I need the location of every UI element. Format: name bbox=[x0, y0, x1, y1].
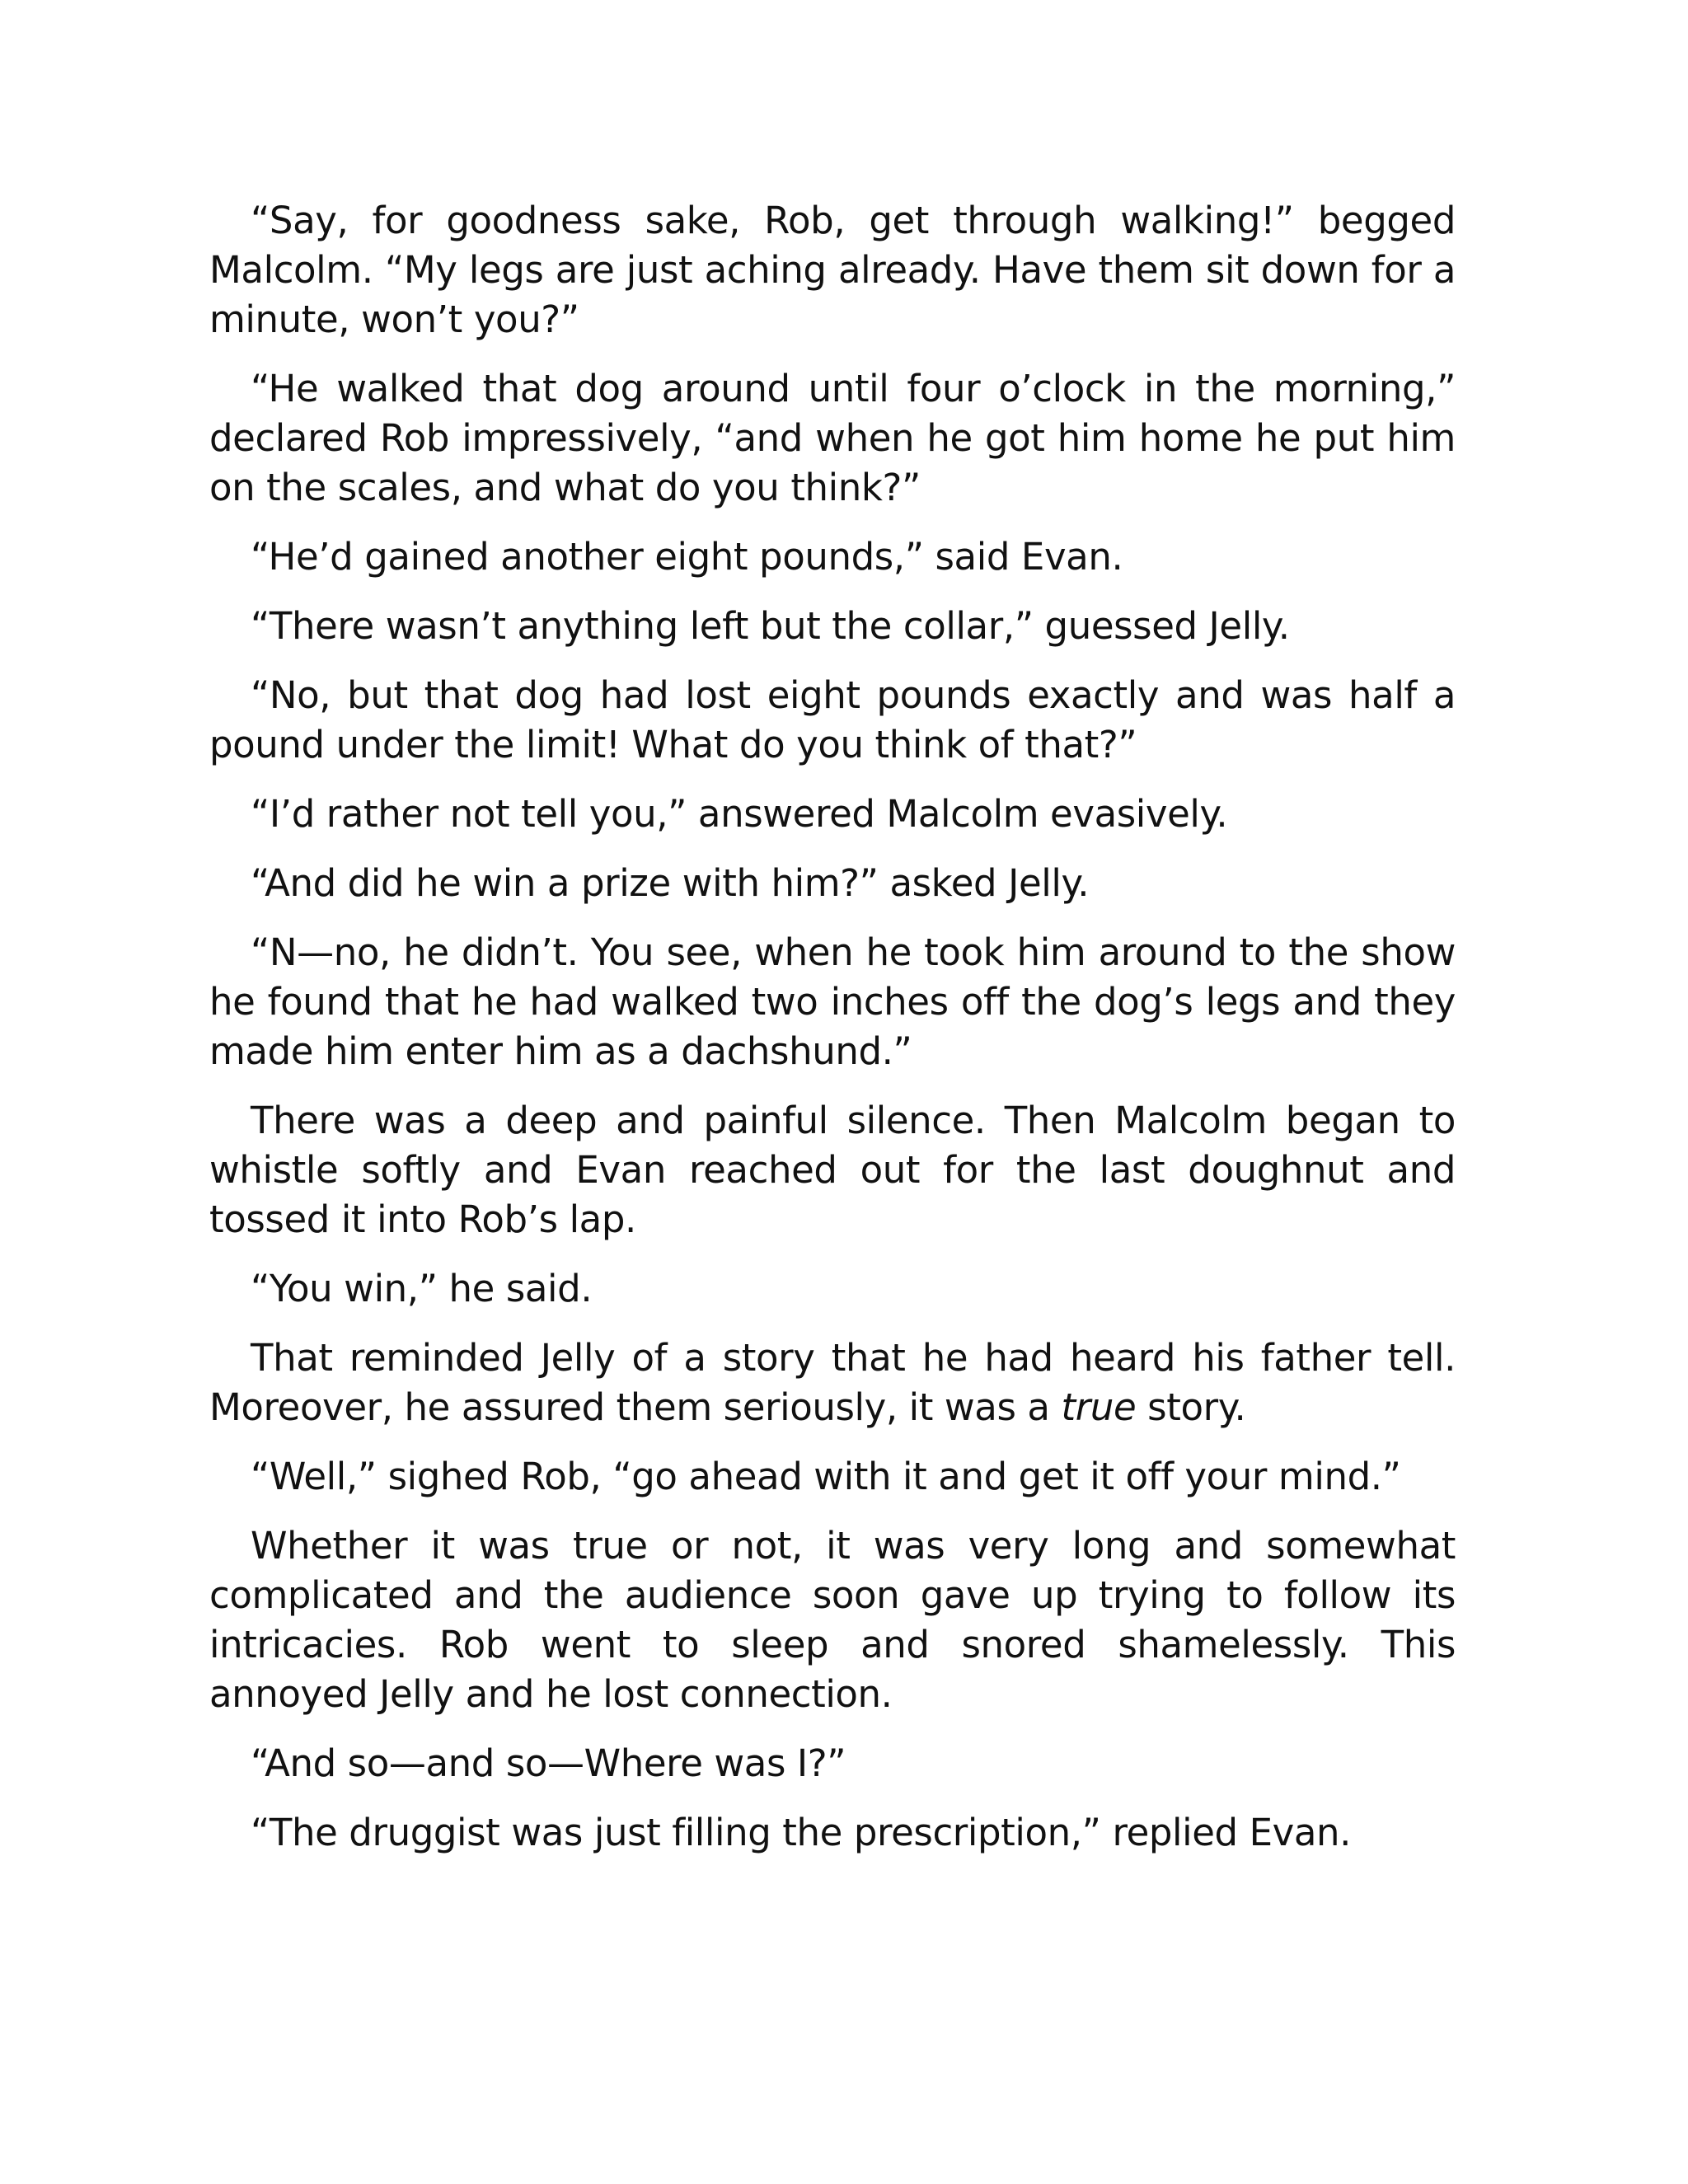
paragraph-text-after: story. bbox=[1136, 1385, 1246, 1429]
paragraph: “There wasn’t anything left but the collar,” guessed Jelly. bbox=[251, 604, 1290, 648]
paragraph: “He’d gained another eight pounds,” said Evan. bbox=[251, 535, 1123, 579]
paragraph: “N—no, he didn’t. You see, when he took him around to the show he found that he had walked two inches off the dog’s legs and they made him enter him as a dachshund.” bbox=[209, 930, 1456, 1073]
paragraph: “I’d rather not tell you,” answered Malcolm evasively. bbox=[251, 792, 1228, 836]
paragraph: “No, but that dog had lost eight pounds exactly and was half a pound under the limit! What do you think of that?” bbox=[209, 673, 1456, 766]
paragraph: “Well,” sighed Rob, “go ahead with it and get it off your mind.” bbox=[251, 1455, 1401, 1498]
paragraph: There was a deep and painful silence. Then Malcolm began to whistle softly and Evan reached out for the last doughnut and tossed it into Rob’s lap. bbox=[209, 1099, 1456, 1241]
paragraph: “And so—and so—Where was I?” bbox=[251, 1741, 846, 1785]
paragraph: “He walked that dog around until four o’clock in the morning,” declared Rob impressively, “and when he got him home he put him on the scales, and what do you think?” bbox=[209, 367, 1456, 509]
paragraph: Whether it was true or not, it was very long and somewhat complicated and the audience soon gave up trying to follow its intricacies. Rob went to sleep and snored shamelessly. This annoyed Jelly and he lost connection. bbox=[209, 1524, 1456, 1716]
paragraph: “The druggist was just filling the prescription,” replied Evan. bbox=[251, 1811, 1352, 1854]
emphasized-word: true bbox=[1061, 1385, 1137, 1429]
paragraph-text-before: That reminded Jelly of a story that he had heard his father tell. Moreover, he assured them seriously, it was a bbox=[209, 1336, 1456, 1429]
paragraph-with-emphasis bbox=[209, 1333, 1456, 1432]
paragraph: “Say, for goodness sake, Rob, get through walking!” begged Malcolm. “My legs are just aching already. Have them sit down for a minute, won’t you?” bbox=[209, 199, 1456, 341]
page-body bbox=[209, 196, 1456, 1877]
paragraph: “And did he win a prize with him?” asked Jelly. bbox=[251, 861, 1090, 905]
paragraph: “You win,” he said. bbox=[251, 1267, 593, 1310]
